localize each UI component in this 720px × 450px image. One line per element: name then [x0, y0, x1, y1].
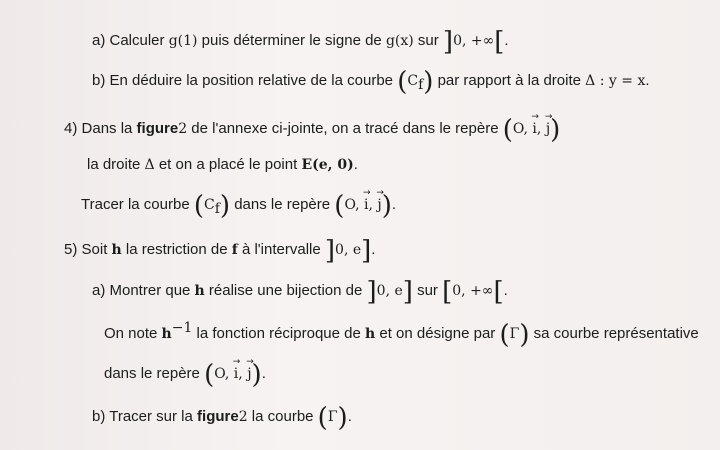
math-curve: C — [407, 73, 419, 89]
math-gx: g(x) — [385, 33, 414, 49]
math-delta: Δ — [144, 157, 155, 173]
math-curve: C — [203, 197, 215, 213]
paren: ) — [519, 320, 530, 350]
math-gamma: Γ — [327, 409, 338, 425]
bracket: ] — [402, 277, 413, 307]
math-gamma: Γ — [509, 326, 520, 342]
text: a) Montrer que — [92, 282, 195, 299]
vector-i: → i — [532, 119, 536, 139]
text: . — [371, 241, 376, 258]
math-h: h — [365, 326, 376, 342]
text: par rapport à la droite — [433, 72, 586, 89]
text: . — [261, 365, 266, 382]
question-5a-repere — [104, 360, 266, 390]
text: la restriction de — [121, 241, 232, 258]
math-interval: 0, e — [376, 283, 403, 299]
paren: ( — [193, 191, 204, 221]
math-superscript: −1 — [171, 320, 193, 336]
text: . — [353, 156, 358, 173]
bracket: ] — [366, 277, 377, 307]
math-origin: O, — [512, 121, 533, 137]
text: Dans la — [81, 120, 137, 137]
paren: ) — [550, 115, 561, 145]
figure-number: 2 — [238, 409, 248, 425]
math-subscript: f — [214, 201, 220, 217]
question-5a-note — [104, 318, 699, 350]
vector-j: → j — [377, 195, 381, 215]
math-comma: , — [536, 121, 546, 137]
question-5a — [92, 277, 508, 307]
text: Soit — [81, 241, 112, 258]
paren: ) — [219, 191, 231, 221]
vector-j: → j — [247, 364, 251, 384]
question-number: 5) — [64, 241, 78, 258]
text: et on a placé le point — [154, 156, 302, 173]
paren: ) — [337, 403, 348, 433]
math-origin: O, — [214, 366, 234, 382]
text: réalise une bijection de — [204, 282, 367, 299]
text: la fonction réciproque de — [192, 325, 365, 342]
math-subscript: f — [418, 77, 424, 93]
text: Tracer la courbe — [81, 196, 194, 213]
figure-ref: figure — [197, 408, 239, 425]
paren: ( — [334, 191, 345, 221]
text: la droite — [87, 156, 145, 173]
text: de l'annexe ci-jointe, on a tracé dans le repère — [187, 120, 503, 137]
question-5b — [92, 403, 352, 433]
math-h: h — [111, 242, 122, 258]
text: et on désigne par — [375, 325, 500, 342]
figure-ref: figure — [136, 120, 179, 137]
text: . — [391, 196, 397, 213]
text: a) Calculer — [92, 32, 169, 49]
math-origin: O, — [344, 197, 364, 213]
text: à l'intervalle — [237, 241, 325, 258]
math-comma: , — [238, 366, 248, 382]
question-4-draw — [81, 191, 397, 221]
text: b) Tracer sur la — [92, 408, 198, 425]
text: . — [503, 282, 508, 299]
paren: ) — [423, 67, 434, 97]
math-interval: 0, e — [335, 242, 362, 258]
math-comma: , — [368, 197, 378, 213]
text: b) En déduire la position relative de la courbe — [92, 72, 398, 89]
paren: ( — [317, 403, 328, 433]
text: sur — [413, 32, 443, 49]
paren: ( — [204, 360, 215, 390]
question-3a — [92, 27, 509, 57]
text: sur — [412, 282, 443, 299]
math-interval: 0, +∞ — [452, 283, 494, 299]
bracket: [ — [493, 277, 504, 307]
bracket: ] — [324, 236, 336, 266]
question-number: 4) — [64, 120, 78, 137]
paren: ( — [499, 320, 510, 350]
question-4-cont — [87, 155, 358, 175]
math-interval: 0, +∞ — [453, 33, 495, 49]
math-line-eq: Δ : y = x — [585, 73, 646, 89]
question-4 — [64, 115, 561, 145]
vector-j: → j — [546, 119, 550, 139]
question-5 — [64, 236, 376, 266]
math-f: f — [231, 242, 238, 258]
vector-i: → i — [234, 364, 238, 384]
paren: ) — [381, 191, 392, 221]
math-g1: g(1) — [168, 33, 198, 49]
paren: ( — [397, 67, 408, 97]
vector-i: → i — [364, 195, 368, 215]
text: . — [347, 408, 352, 425]
bracket: [ — [442, 277, 453, 307]
math-point-e: E(e, 0) — [301, 157, 354, 173]
text: . — [645, 72, 650, 89]
text: la courbe — [247, 408, 318, 425]
question-3b — [92, 67, 650, 97]
math-h: h — [161, 326, 172, 342]
bracket: ] — [361, 236, 372, 266]
math-h: h — [194, 283, 205, 299]
figure-number: 2 — [178, 121, 188, 137]
text: sa courbe représentative — [529, 325, 699, 342]
text: puis déterminer le signe de — [197, 32, 386, 49]
paren: ( — [502, 115, 513, 145]
text: dans le repère — [230, 196, 335, 213]
bracket: [ — [494, 27, 505, 57]
bracket: ] — [442, 27, 454, 57]
text: dans le repère — [104, 365, 205, 382]
paren: ) — [251, 360, 262, 390]
text: . — [504, 32, 509, 49]
text: On note — [104, 325, 162, 342]
